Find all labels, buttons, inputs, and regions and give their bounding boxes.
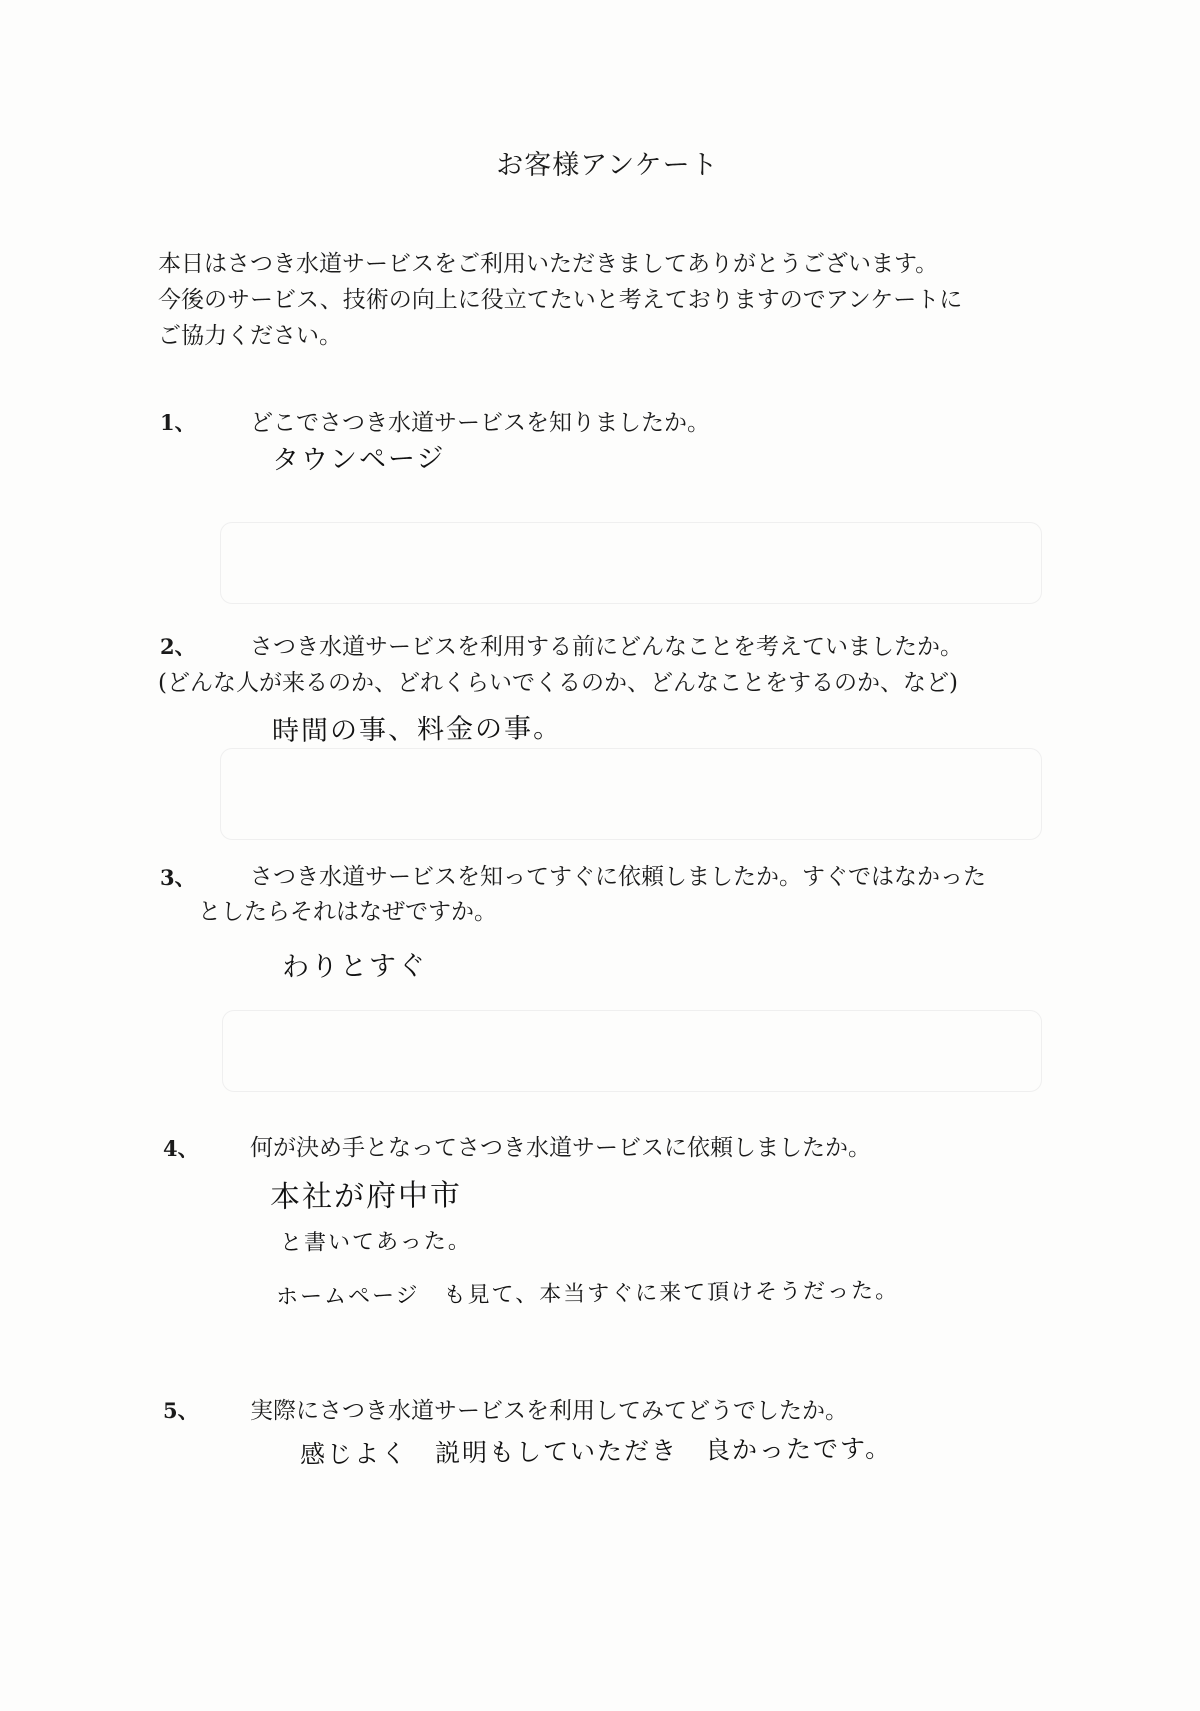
bleed-through-box [220, 748, 1042, 840]
page-title: お客様アンケート [496, 150, 719, 181]
question-4-answer-line: 本社が府中市 [269, 1177, 463, 1215]
question-4-answer-line: ホームページ も見て、本当すぐに来て頂けそうだった。 [275, 1278, 900, 1310]
question-5-number: 5、 [163, 1398, 199, 1423]
question-2-number: 2、 [160, 634, 196, 659]
bleed-through-box [220, 522, 1042, 604]
question-2-text: さつき水道サービスを利用する前にどんなことを考えていましたか。 [250, 634, 963, 660]
question-1-number: 1、 [160, 410, 196, 435]
question-2-answer: 時間の事、料金の事。 [271, 712, 563, 747]
intro-line: 今後のサービス、技術の向上に役立てたいと考えておりますのでアンケートに [158, 287, 963, 313]
question-4-number: 4、 [163, 1136, 199, 1161]
question-5-answer: 感じよく 説明もしていただき 良かったです。 [299, 1433, 893, 1469]
question-1-text: どこでさつき水道サービスを知りましたか。 [250, 410, 710, 436]
intro-line: ご協力ください。 [158, 323, 342, 349]
intro-line: 本日はさつき水道サービスをご利用いただきましてありがとうございます。 [158, 251, 939, 277]
question-3-answer: わりとすぐ [281, 950, 428, 983]
bleed-through-box [222, 1010, 1042, 1092]
question-3-text-cont: としたらそれはなぜですか。 [198, 899, 497, 925]
question-3-text: さつき水道サービスを知ってすぐに依頼しましたか。すぐではなかった [250, 864, 986, 890]
question-2-text-note: (どんな人が来るのか、どれくらいでくるのか、どんなことをするのか、など) [158, 670, 958, 696]
question-1-answer: タウンページ [271, 443, 446, 476]
question-4-answer-line: と書いてあった。 [279, 1228, 472, 1256]
intro-paragraph [158, 246, 1078, 354]
question-3-number: 3、 [160, 865, 196, 890]
question-5-text: 実際にさつき水道サービスを利用してみてどうでしたか。 [250, 1398, 848, 1424]
question-4-text: 何が決め手となってさつき水道サービスに依頼しましたか。 [250, 1135, 871, 1161]
